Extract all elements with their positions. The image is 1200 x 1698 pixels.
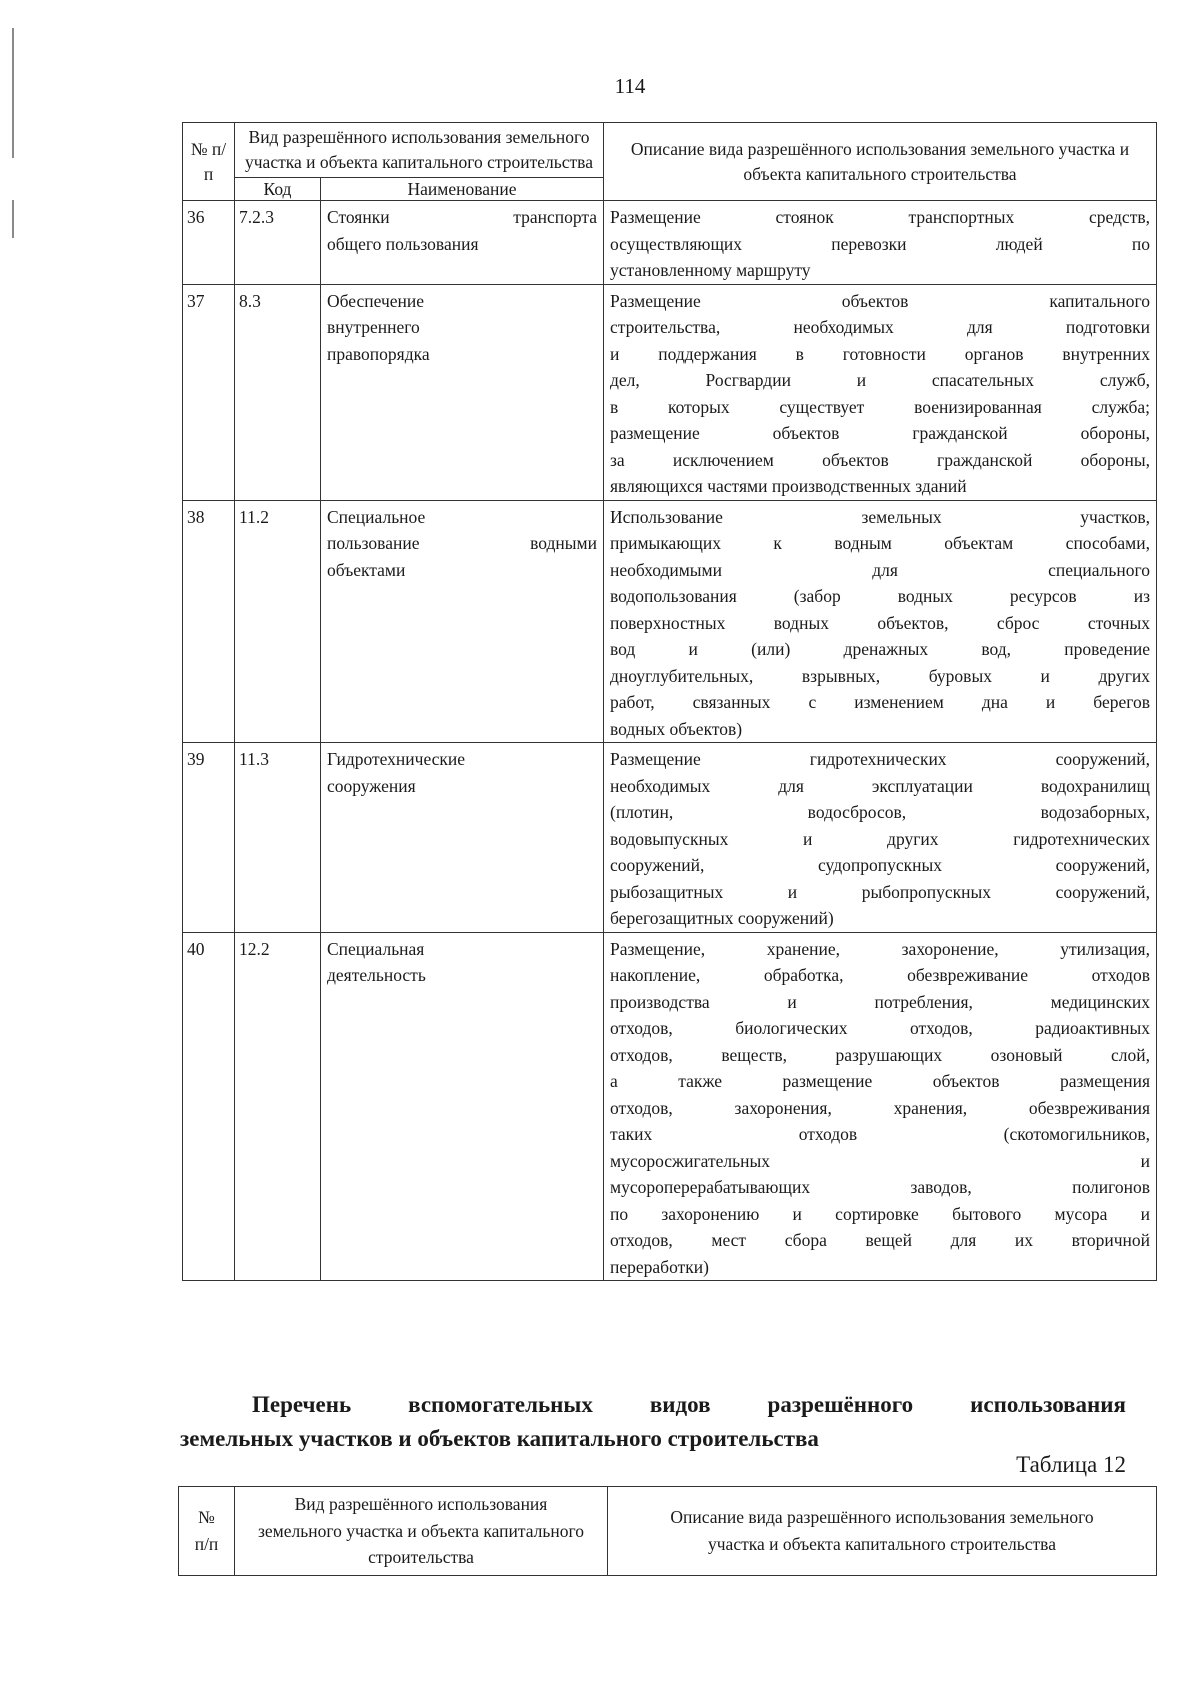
- row-name-line: Гидротехнические: [327, 749, 466, 769]
- row-description-line: Размещение объектов капитального: [610, 290, 1150, 311]
- row-description-line: отходов, биологических отходов, радиоактивных: [610, 1018, 1150, 1038]
- row-number: 36: [183, 201, 235, 285]
- header-description: Описание вида разрешённого использования земельного участка и объекта капитального строительства: [604, 123, 1157, 201]
- row-description-line: строительства, необходимых для подготовки: [610, 317, 1150, 337]
- row-description-line: переработки): [610, 1256, 709, 1277]
- row-name: [321, 743, 604, 933]
- row-name: [321, 284, 604, 500]
- row-description-line: в которых существует военизированная служба;: [610, 396, 1150, 417]
- row-name-line: пользование водными: [327, 533, 597, 553]
- row-description-line: накопление, обработка, обезвреживание отходов: [610, 965, 1150, 985]
- auxiliary-use-table: [178, 1486, 1157, 1576]
- row-description-line: необходимых для эксплуатации водохранилищ: [610, 775, 1150, 796]
- row-description-line: сооружений, судопропускных сооружений,: [610, 855, 1150, 875]
- row-description-line: а также размещение объектов размещения: [610, 1071, 1150, 1091]
- table-row: [183, 201, 1157, 285]
- header-description: Описание вида разрешённого использования земельного участка и объекта капитального строительства: [608, 1487, 1157, 1576]
- row-description: [604, 284, 1157, 500]
- row-description-line: отходов, захоронения, хранения, обезвреживания: [610, 1097, 1150, 1118]
- row-number: 40: [183, 932, 235, 1281]
- row-name: [321, 500, 604, 743]
- row-name: [321, 932, 604, 1281]
- row-description-line: мусороперерабатывающих заводов, полигонов: [610, 1177, 1150, 1197]
- row-description-line: необходимыми для специального: [610, 559, 1150, 580]
- row-code: 7.2.3: [235, 201, 321, 285]
- row-description-line: таких отходов (скотомогильников,: [610, 1124, 1150, 1144]
- row-description-line: Использование земельных участков,: [610, 506, 1150, 527]
- row-description-line: водных объектов): [610, 718, 743, 739]
- table-row: [183, 743, 1157, 933]
- row-name-line: Стоянки транспорта: [327, 207, 597, 227]
- row-name-line: сооружения: [327, 775, 416, 796]
- header-permitted-use: Вид разрешённого использования земельного участка и объекта капитального строительства: [235, 1487, 608, 1576]
- row-description-line: являющихся частями производственных зданий: [610, 476, 967, 496]
- row-description-line: водопользования (забор водных ресурсов из: [610, 586, 1150, 606]
- row-description-line: мусоросжигательных и: [610, 1150, 1150, 1171]
- row-description-line: и поддержания в готовности органов внутренних: [610, 343, 1150, 364]
- table-label: Таблица 12: [1016, 1452, 1126, 1477]
- row-description-line: дел, Росгвардии и спасательных служб,: [610, 370, 1150, 390]
- row-number: 39: [183, 743, 235, 933]
- header-num: № п/п: [179, 1487, 235, 1576]
- row-name-line: внутреннего: [327, 317, 420, 337]
- header-name: Наименование: [321, 178, 604, 201]
- row-description-line: (плотин, водосбросов, водозаборных,: [610, 802, 1150, 822]
- row-description-line: отходов, веществ, разрушающих озоновый слой,: [610, 1044, 1150, 1065]
- row-description-line: осуществляющих перевозки людей по: [610, 233, 1150, 254]
- permitted-use-table: [182, 122, 1157, 1281]
- header-num: № п/п: [183, 123, 235, 201]
- row-description-line: примыкающих к водным объектам способами,: [610, 533, 1150, 553]
- table-body: [183, 201, 1157, 1281]
- row-description: [604, 932, 1157, 1281]
- row-description-line: размещение объектов гражданской обороны,: [610, 423, 1150, 443]
- row-name-line: объектами: [327, 559, 406, 580]
- row-name-line: правопорядка: [327, 343, 430, 364]
- row-description-line: Размещение стоянок транспортных средств,: [610, 207, 1150, 227]
- row-name-line: Обеспечение: [327, 290, 425, 311]
- row-number: 37: [183, 284, 235, 500]
- table-row: [183, 932, 1157, 1281]
- row-description: [604, 500, 1157, 743]
- row-code: 8.3: [235, 284, 321, 500]
- row-description: [604, 743, 1157, 933]
- row-description-line: отходов, мест сбора вещей для их вторичной: [610, 1230, 1150, 1250]
- row-description-line: поверхностных водных объектов, сброс сточных: [610, 612, 1150, 633]
- row-number: 38: [183, 500, 235, 743]
- section-title-line: земельных участков и объектов капитального строительства: [180, 1426, 819, 1451]
- row-description-line: водовыпускных и других гидротехнических: [610, 828, 1150, 849]
- row-name-line: общего пользования: [327, 233, 479, 254]
- row-name-line: деятельность: [327, 965, 426, 985]
- row-code: 11.3: [235, 743, 321, 933]
- row-description-line: берегозащитных сооружений): [610, 908, 834, 928]
- row-name-line: Специальная: [327, 938, 425, 959]
- header-code: Код: [235, 178, 321, 201]
- row-name-line: Специальное: [327, 506, 426, 527]
- section-title-line: Перечень вспомогательных видов разрешённого использования: [252, 1392, 1126, 1417]
- page-number: 114: [614, 74, 646, 98]
- row-description-line: за исключением объектов гражданской обороны,: [610, 449, 1150, 470]
- row-description-line: Размещение гидротехнических сооружений,: [610, 749, 1150, 769]
- scan-margin-line: [12, 200, 14, 238]
- row-description-line: вод и (или) дренажных вод, проведение: [610, 639, 1150, 659]
- table-row: [183, 500, 1157, 743]
- row-description-line: Размещение, хранение, захоронение, утилизация,: [610, 938, 1150, 959]
- row-description-line: производства и потребления, медицинских: [610, 991, 1150, 1012]
- header-permitted-use: Вид разрешённого использования земельного участка и объекта капитального строительства: [235, 123, 604, 178]
- row-description-line: по захоронению и сортировке бытового мусора и: [610, 1203, 1150, 1224]
- row-description-line: установленному маршруту: [610, 260, 811, 280]
- row-description-line: рыбозащитных и рыбопропускных сооружений,: [610, 881, 1150, 902]
- row-code: 11.2: [235, 500, 321, 743]
- row-name: [321, 201, 604, 285]
- row-description-line: дноуглубительных, взрывных, буровых и других: [610, 665, 1150, 686]
- table-header-row: [179, 1487, 1157, 1576]
- row-description: [604, 201, 1157, 285]
- table-row: [183, 284, 1157, 500]
- table-header-row: [183, 123, 1157, 178]
- row-description-line: работ, связанных с изменением дна и берегов: [610, 692, 1150, 712]
- section-title: [180, 1388, 1126, 1456]
- row-code: 12.2: [235, 932, 321, 1281]
